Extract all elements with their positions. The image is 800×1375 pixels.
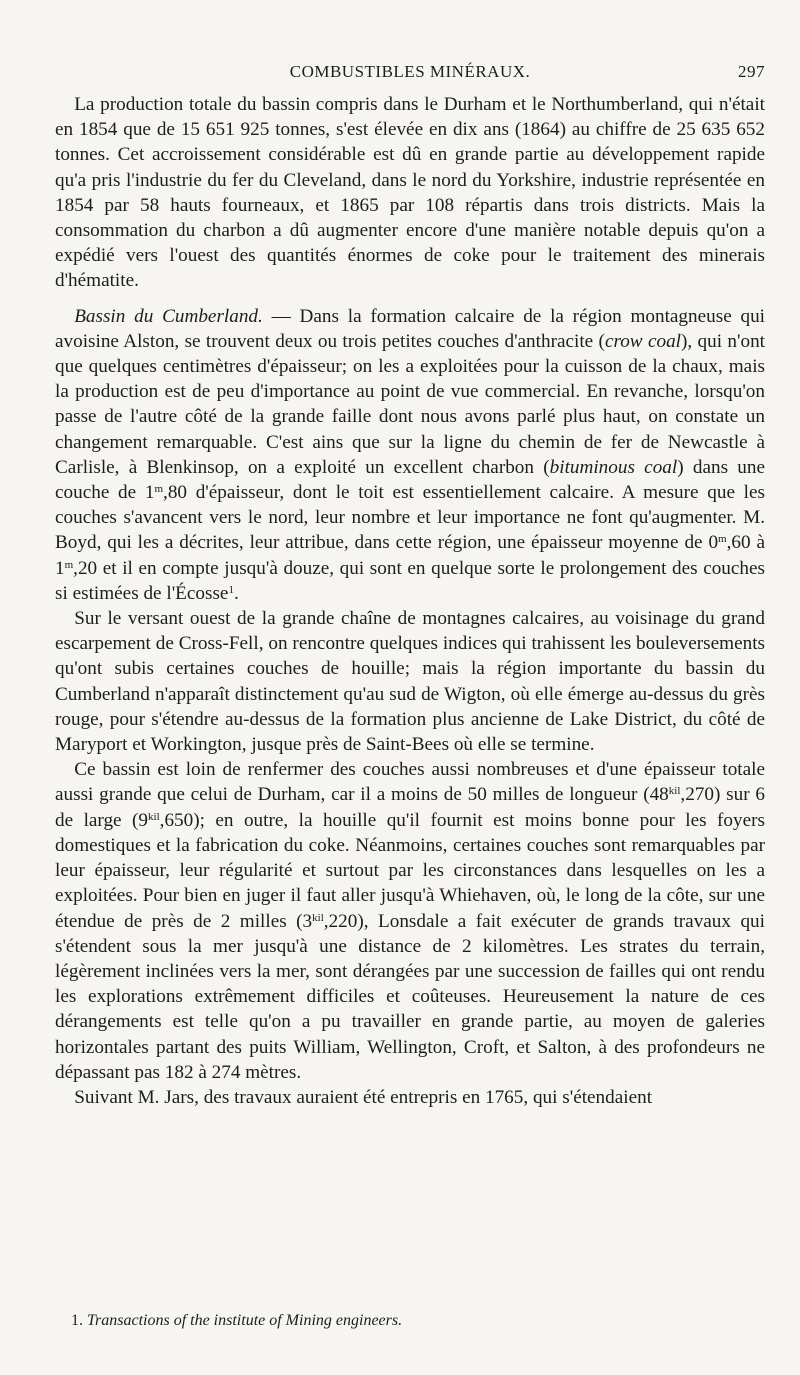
paragraph-jars: Suivant M. Jars, des travaux auraient été entrepris en 1765, qui s'étendaient <box>74 1086 653 1108</box>
text-run: ,20 et il en compte jusqu'à douze, qui sont en quelque sorte le prolongement des couches si estimées de l'Écosse <box>55 557 765 604</box>
page-body <box>55 92 765 1110</box>
unit-superscript: kil <box>312 911 324 924</box>
text-run: ,220), Lonsdale a fait exécuter de grands travaux qui s'étendent sous la mer jusqu'à une distance de 2 kilomètres. Les strates du terrain, légèrement inclinées vers la mer, sont dérangées par une succession de failles qui ont rendu les explorations extrêmement difficiles et coûteuses. Heureusement la nature de ces dérangements est telle qu'on a pu travailler en grande partie, au moyen de galeries horizontales partant des puits William, Wellington, Croft, et Salton, à des profondeurs ne dépassant pas 182 à 274 mètres. <box>55 910 765 1083</box>
italic-term: bituminous coal <box>549 456 678 478</box>
text-run: ,650); en outre, la houille qu'il fournit est moins bonne pour les foyers domestiques et la fabrication du coke. Néanmoins, certaines couches sont remarquables par leur épaisseur, leur régularité et surtout par les circonstances dans lesquelles on les a exploitées. Pour bien en juger il faut aller jusqu'à Whiehaven, où, le long de la côte, sur une étendue de près de 2 milles (3 <box>55 809 765 932</box>
unit-superscript: m <box>64 558 74 571</box>
text-run: Ce bassin est loin de renfermer des couches aussi nombreuses et d'une épaisseur totale aussi grande que celui de Durham, car il a moins de 50 milles de longueur (48 <box>55 759 765 806</box>
section-heading: Bassin du Cumberland. <box>74 305 263 327</box>
paragraph-cumberland <box>55 304 765 606</box>
paragraph-production: La production totale du bassin compris dans le Durham et le Northumberland, qui n'était en 1854 que de 15 651 925 tonnes, s'est élevée en dix ans (1864) au chiffre de 25 635 652 tonnes. Cet accroissement considérable est dû en grande partie au développement rapide qu'a pris l'industrie du fer du Cleveland, dans le nord du Yorkshire, industrie représentée en 1854 par 58 hauts fourneaux, et 1865 par 108 répartis dans trois districts. Mais la consommation du charbon a dû augmenter encore d'une manière notable depuis qu'on a expédié vers l'ouest des quantités énormes de coke pour le traitement des minerais d'hématite. <box>55 94 765 292</box>
unit-superscript: kil <box>148 810 160 823</box>
text-run: ,80 d'épaisseur, dont le toit est essentiellement calcaire. A mesure que les couches s'avancent vers le nord, leur nombre et leur importance ne font qu'augmenter. M. Boyd, qui les a décrites, leur attribue, dans cette région, une épaisseur moyenne de 0 <box>55 482 765 554</box>
italic-term: crow coal <box>604 330 681 352</box>
unit-superscript: m <box>154 483 164 496</box>
page-header <box>55 62 765 88</box>
paragraph-versant-ouest: Sur le versant ouest de la grande chaîne de montagnes calcaires, au voisinage du grand escarpement de Cross-Fell, on rencontre quelques indices qui trahissent les bouleversements qu'ont subis certaines couches de houille; mais la région importante du bassin du Cumberland n'apparaît distinctement qu'au sud de Wigton, où elle émerge au-dessus du grès rouge, pour s'étendre au-dessus de la formation plus ancienne de Lake District, du côté de Maryport et Workington, jusque près de Saint-Bees où elle se termine. <box>55 608 765 756</box>
running-title: COMBUSTIBLES MINÉRAUX. <box>289 62 531 81</box>
text-run: ), qui n'ont que quelques centimètres d'épaisseur; on les a exploitées pour la cuisson de la chaux, mais la production est de peu d'importance au point de vue commercial. En revanche, lorsqu'on passe de l'autre côté de la grande faille dont nous avons parlé plus haut, on constate un changement remarquable. C'est ains que sur la ligne du chemin de fer de Newcastle à Carlisle, à Blenkinsop, on a exploité un excellent charbon ( <box>55 330 765 478</box>
footnote-marker[interactable]: 1 <box>228 583 234 596</box>
footnote-text: Transactions of the institute of Mining engineers. <box>87 1312 403 1329</box>
paragraph-bassin-durham <box>55 757 765 1085</box>
text-run: . <box>233 582 239 604</box>
page-number: 297 <box>738 62 765 81</box>
unit-superscript: m <box>718 533 727 546</box>
text-run: ,60 à 1 <box>55 532 765 579</box>
footnote <box>55 1310 765 1332</box>
text-run: — Dans la formation calcaire de la région montagneuse qui avoisine Alston, se trouvent deux ou trois petites couches d'anthracite ( <box>55 305 765 352</box>
unit-superscript: kil <box>668 785 681 798</box>
text-run: ,270) sur 6 de large (9 <box>55 784 765 831</box>
text-run: ) dans une couche de 1 <box>55 456 765 504</box>
footnote-number: 1. <box>71 1312 83 1329</box>
